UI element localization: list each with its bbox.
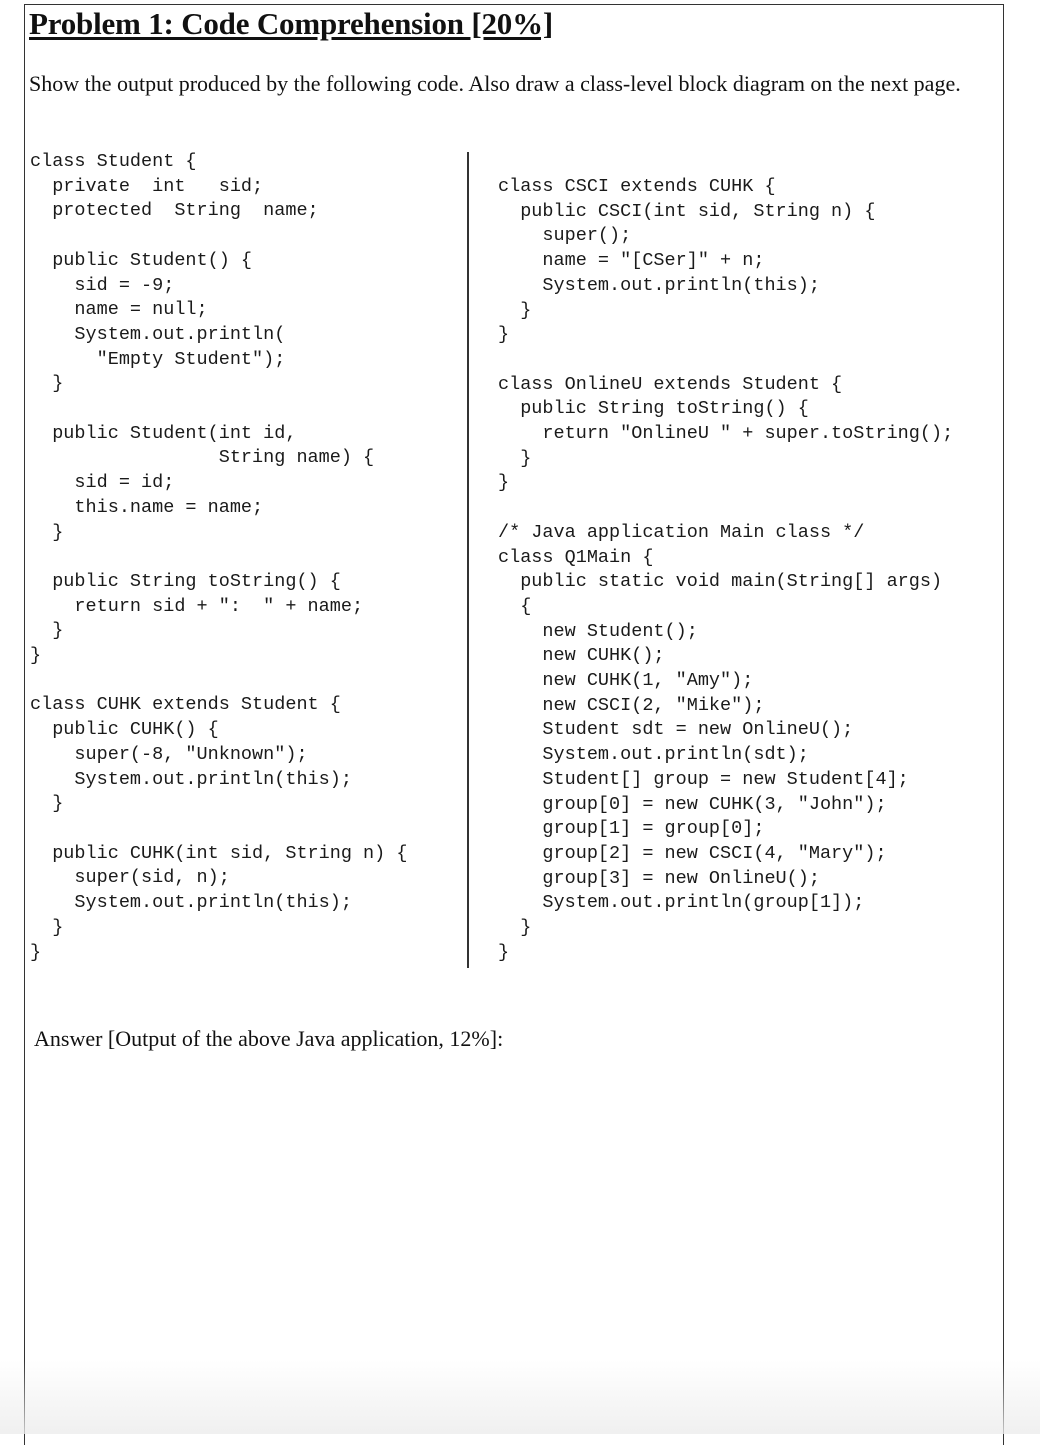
problem-instructions: Show the output produced by the following code. Also draw a class-level block diagram on the next page.: [29, 71, 961, 96]
code-listing-right: class CSCI extends CUHK { public CSCI(int sid, String n) { super(); name = "[CSer]" + n; System.out.println(this); } } class OnlineU extends Student { public String toString() { return "OnlineU " + super.toString(); } } /* Java application Main class */ class Q1Main { public static void main(String[] args) { new Student(); new CUHK(); new CUHK(1, "Amy"); new CSCI(2, "Mike"); Student sdt = new OnlineU(); System.out.println(sdt); Student[] group = new Student[4]; group[0] = new CUHK(3, "John"); group[1] = group[0]; group[2] = new CSCI(4, "Mary"); group[3] = new OnlineU(); System.out.println(group[1]); } }: [498, 176, 954, 963]
code-listing-left: class Student { private int sid; protected String name; public Student() { sid = -9; name = null; System.out.println( "Empty Student"); } public Student(int id, String name) { sid = id; this.name = name; } public String toString() { return sid + ": " + name; } } class CUHK extends Student { public CUHK() { super(-8, "Unknown"); System.out.println(this); } public CUHK(int sid, String n) { super(sid, n); System.out.println(this); } }: [30, 151, 408, 963]
column-divider: [467, 152, 469, 968]
bottom-scan-shadow: [0, 1360, 1040, 1434]
answer-prompt: Answer [Output of the above Java application, 12%]:: [34, 1026, 504, 1051]
problem-title: Problem 1: Code Comprehension [20%]: [29, 6, 553, 41]
